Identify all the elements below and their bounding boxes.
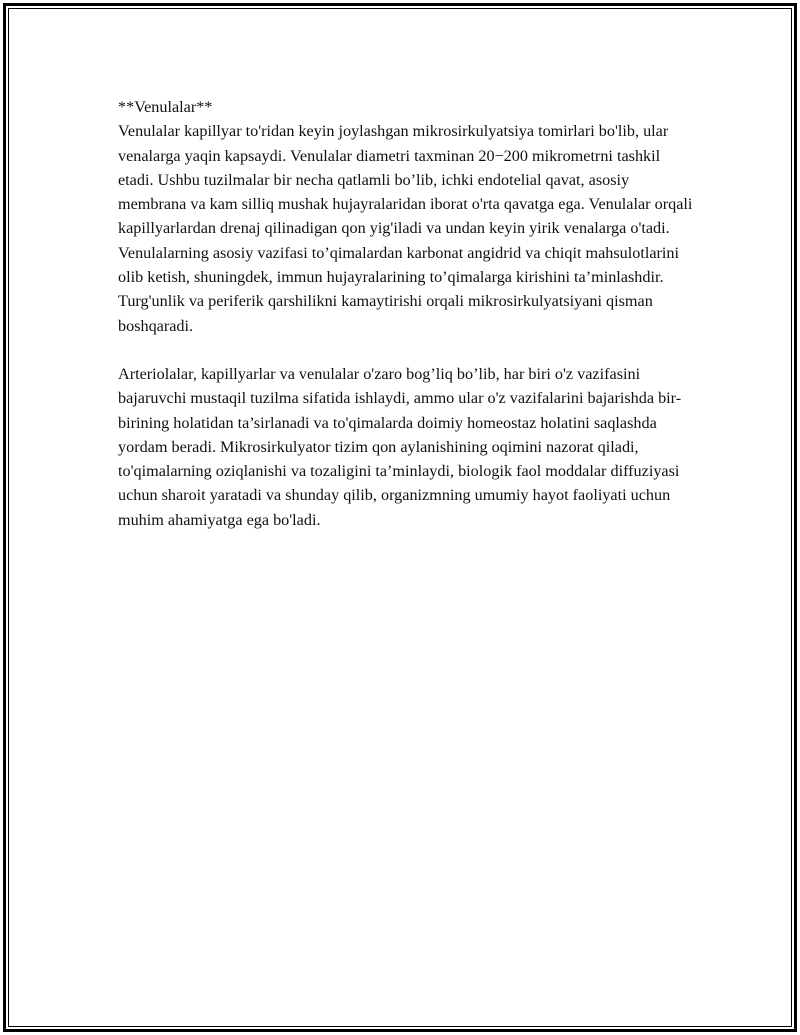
paragraph-venules: Venulalar kapillyar to'ridan keyin joylashgan mikrosirkulyatsiya tomirlari bo'lib, ular venalarga yaqin kapsaydi. Venulalar diametri taxminan 20−200 mikrometrni tashkil etadi. Ushbu tuzilmalar bir necha qatlamli bo’lib, ichki endotelial qavat, asosiy membrana va kam silliq mushak hujayralaridan iborat o'rta qavatga ega. Venulalar orqali kapillyarlardan drenaj qilinadigan qon yig'iladi va undan keyin yirik venalarga o'tadi. Venulalarning asosiy vazifasi to’qimalardan karbonat angidrid va chiqit mahsulotlarini olib ketish, shuningdek, immun hujayralarining to’qimalarga kirishini ta’minlashdir. Turg'unlik va periferik qarshilikni kamaytirishi orqali mikrosirkulyatsiyani qisman boshqaradi.	[118, 122, 693, 335]
document-body	[118, 95, 698, 532]
section-heading: **Venulalar**	[118, 98, 213, 116]
paragraph-microcirculation: Arteriolalar, kapillyarlar va venulalar o'zaro bog’liq bo’lib, har biri o'z vazifasini bajaruvchi mustaqil tuzilma sifatida ishlaydi, ammo ular o'z vazifalarini bajarishda bir-birining holatidan ta’sirlanadi va to'qimalarda doimiy homeostaz holatini saqlashda yordam beradi. Mikrosirkulyator tizim qon aylanishining oqimini nazorat qiladi, to'qimalarning oziqlanishi va tozaligini ta’minlaydi, biologik faol moddalar diffuziyasi uchun sharoit yaratadi va shunday qilib, organizmning umumiy hayot faoliyati uchun muhim ahamiyatga ega bo'ladi.	[118, 364, 682, 529]
